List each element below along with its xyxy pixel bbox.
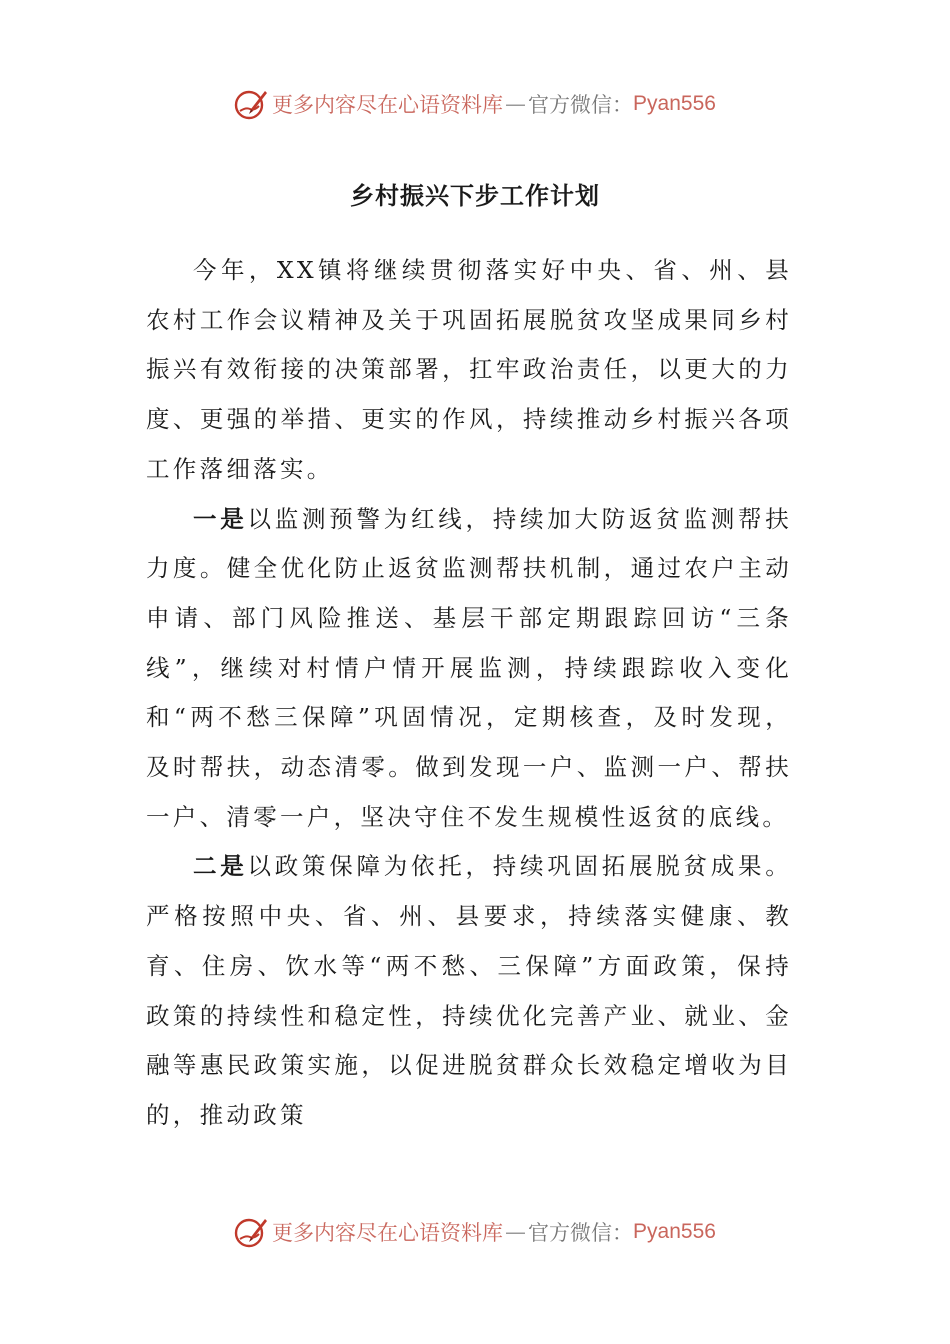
header-watermark bbox=[0, 84, 950, 124]
point-paragraph-2 bbox=[146, 842, 792, 1140]
footer-watermark-site-text: 更多内容尽在心语资料库 bbox=[272, 1221, 504, 1245]
point-1-lead: 一是 bbox=[193, 504, 248, 533]
footer-watermark-wechat-id: Pyan556 bbox=[633, 1220, 716, 1243]
point-paragraph-1 bbox=[146, 495, 792, 843]
point-2-lead: 二是 bbox=[193, 852, 248, 881]
watermark-wechat-id: Pyan556 bbox=[633, 92, 716, 115]
watermark-site-text: 更多内容尽在心语资料库 bbox=[272, 93, 504, 117]
intro-paragraph: 今年，XX镇将继续贯彻落实好中央、省、州、县农村工作会议精神及关于巩固拓展脱贫攻坚成果同乡村振兴有效衔接的决策部署，扛牢政治责任，以更大的力度、更强的举措、更实的作风，持续推动乡村振兴各项工作落细落实。 bbox=[146, 256, 792, 483]
footer-watermark-separator: — bbox=[505, 1220, 527, 1244]
watermark-wechat-label: 官方微信： bbox=[528, 93, 634, 117]
document-title: 乡村振兴下步工作计划 bbox=[350, 182, 600, 210]
watermark-separator: — bbox=[505, 92, 527, 116]
point-1-text: 以监测预警为红线，持续加大防返贫监测帮扶力度。健全优化防止返贫监测帮扶机制，通过农户主动申请、部门风险推送、基层干部定期跟踪回访“三条线”，继续对村情户情开展监测，持续跟踪收入变化和“两不愁三保障”巩固情况，定期核查，及时发现，及时帮扶，动态清零。做到发现一户、监测一户、帮扶一户、清零一户，坚决守住不发生规模性返贫的底线。 bbox=[146, 504, 792, 831]
point-2-text: 以政策保障为依托，持续巩固拓展脱贫成果。严格按照中央、省、州、县要求，持续落实健康、教育、住房、饮水等“两不愁、三保障”方面政策，保持政策的持续性和稳定性，持续优化完善产业、就业、金融等惠民政策实施，以促进脱贫群众长效稳定增收为目的，推动政策 bbox=[146, 852, 792, 1129]
footer-watermark bbox=[0, 1212, 950, 1252]
pen-logo-icon bbox=[234, 87, 268, 121]
document-body bbox=[146, 246, 792, 1141]
footer-watermark-wechat-label: 官方微信： bbox=[528, 1221, 634, 1245]
pen-logo-icon bbox=[234, 1215, 268, 1249]
